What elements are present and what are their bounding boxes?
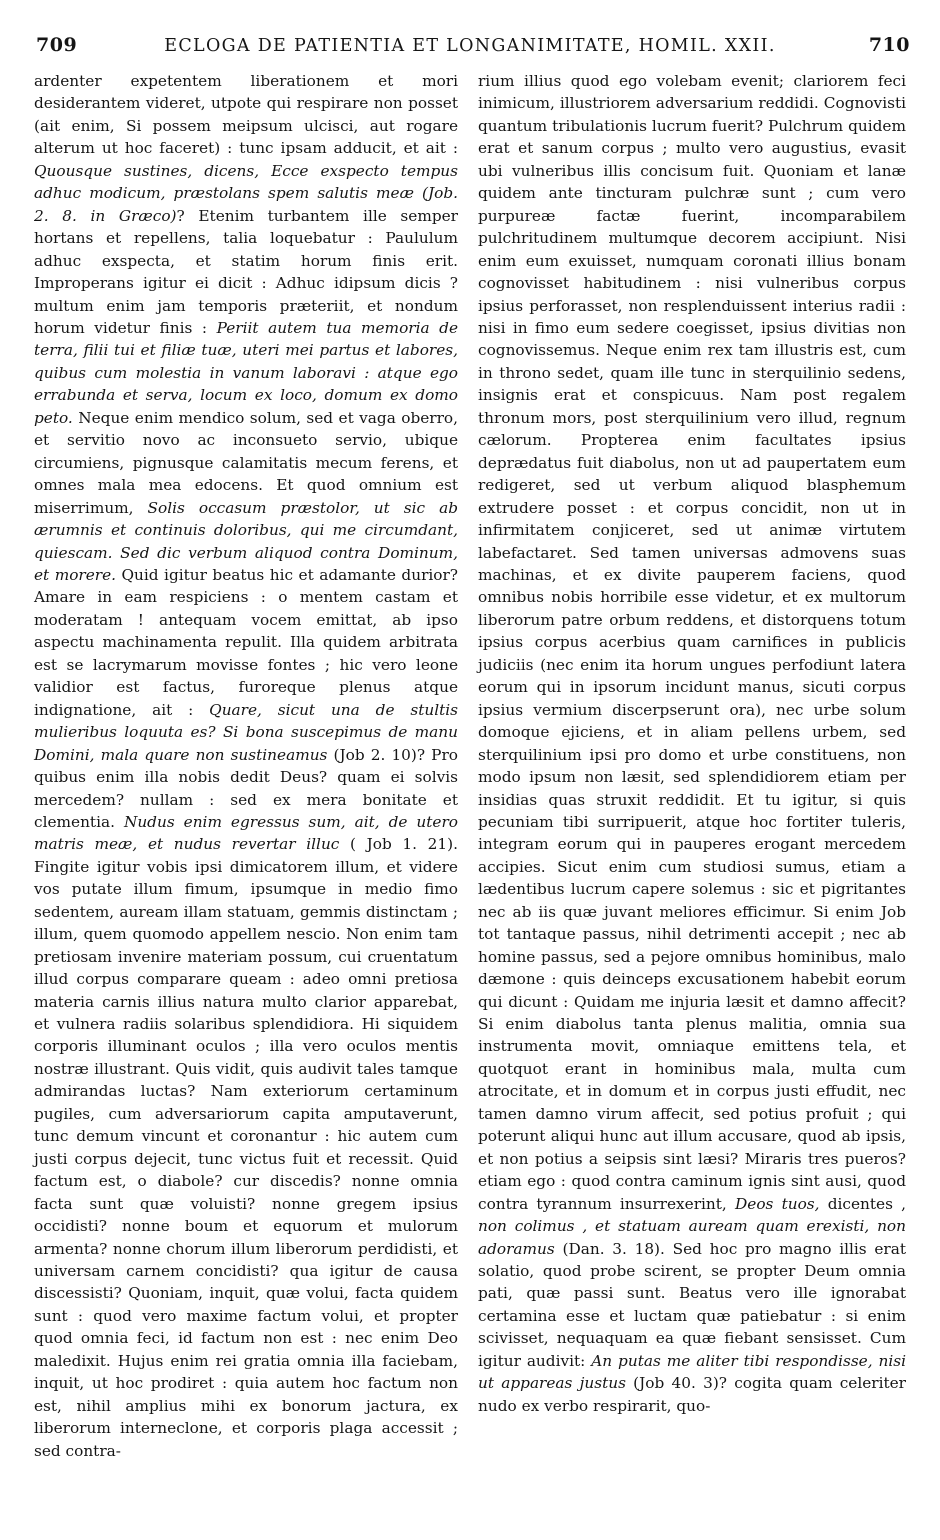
text-column-right (478, 70, 906, 1417)
page-number-right: 710 (868, 34, 910, 56)
text-run: ardenter expetentem liberationem et mori desiderantem videret, utpote qui respirare non posset (ait enim, Si possem meipsum ulcisci, aut rogare alterum ut hoc faceret) : tunc ipsam adducit, et ait : (34, 72, 458, 158)
italic-quotation: Deos tuos, (735, 1194, 820, 1213)
text-run: Quid igitur beatus hic et adamante durior? Amare in eam respiciens : o mentem castam et moderatam ! antequam vocem emittat, ab ipso aspectu machinamenta repulit. Illa quidem arbitrata est se lacrymarum movisse fontes ; hic vero leone validior est factus, furoreque plenus atque indignatione, ait : (34, 565, 458, 719)
italic-quotation: Periit autem tua memoria de terra, filii tui et filiæ tuæ, uteri mei partus et labores, quibus cum molestia in vanum laboravi : atque ego errabunda et serva, locum ex loco, domum ex domo peto. (34, 318, 459, 427)
italic-quotation: Quousque sustines, dicens, Ecce exspecto tempus adhuc modicum, præstolans spem salutis meæ (Job. 2. 8. in Græco) (34, 161, 458, 225)
text-run: ( Job 1. 21). Fingite igitur vobis ipsi dimicatorem illum, et videre vos putate illum fimum, ipsumque in medio fimo sedentem, auream illam statuam, gemmis distinctam ; illum, quem quomodo appellem nescio. Non enim tam pretiosam invenire materiam possum, cui cruentatum illud corpus comparare queam : adeo omni pretiosa materia carnis illius natura multo clarior apparebat, et vulnera radiis solaribus splendidiora. Hi siquidem corporis illuminant oculos ; illa vero oculos mentis nostræ illustrant. Quis vidit, quis audivit tales tamque admirandas luctas? Nam exteriorum certaminum pugiles, cum adversariorum capita amputaverunt, tunc demum vincunt et coronantur : hic autem cum justi corpus dejecit, tunc victus fuit et recessit. Quid factum est, o diabole? cur discedis? nonne omnia facta sunt quæ voluisti? nonne gregem ipsius occidisti? nonne boum et equorum et mulorum armenta? nonne chorum illum liberorum perdidisti, et universam carnem concidisti? qua igitur de causa discessisti? Quoniam, inquit, quæ volui, facta quidem sunt : quod vero maxime factum volui, et propter quod omnia feci, id factum non est : nec enim Deo maledixit. Hujus enim rei gratia omnia illa faciebam, inquit, ut hoc prodiret : quia autem hoc factum non est, nihil amplius mihi ex bonorum jactura, ex liberorum interneclone, et corporis plaga accessit ; sed contra- (34, 835, 458, 1460)
italic-quotation: Quare, sicut una de stultis mulieribus loquuta es? Si bona suscepimus de manu Domini, mala quare non sustineamus (34, 700, 458, 764)
column-paragraph (478, 70, 906, 1417)
page-number-left: 709 (36, 34, 78, 56)
text-run: Neque enim mendico solum, sed et vaga oberro, et servitio novo ac inconsueto servio, ubique circumiens, pignusque calamitatis mecum ferens, et omnes mala mea edocens. Et quod omnium est miserrimum, (34, 408, 458, 517)
text-column-left (34, 70, 458, 1462)
running-title: ECLOGA DE PATIENTIA ET LONGANIMITATE, HOMIL. XXII. (164, 36, 776, 56)
italic-quotation: non colimus , et statuam auream quam erexisti, non adoramus (478, 1217, 906, 1258)
text-run: dicentes , (819, 1194, 907, 1213)
running-header (30, 34, 910, 60)
text-run: ? Etenim turbantem ille semper hortans et repellens, talia loquebatur : Paululum adhuc exspecta, et statim horum finis erit. Improperans igitur ei dicit : Adhuc idipsum dicis ? multum enim jam temporis præteriit, et nondum horum videtur finis : (34, 206, 458, 337)
italic-quotation: Nudus enim egressus sum, ait, de utero matris meæ, et nudus revertar illuc (34, 812, 458, 854)
text-run: (Job 40. 3)? cogita quam celeriter nudo ex verbo respirarit, quo- (478, 1374, 906, 1415)
text-run: (Job 2. 10)? Pro quibus enim illa nobis dedit Deus? quam ei solvis mercedem? nullam : sed ex mera bonitate et clementia. (34, 745, 458, 831)
text-run: (Dan. 3. 18). Sed hoc pro magno illis erat solatio, quod probe scirent, se propter Deum omnia pati, quæ passi sunt. Beatus vero ille ignorabat certamina esse et luctam quæ patiebatur : si enim scivisset, nequaquam ea quæ fiebant sensisset. Cum igitur audivit: (478, 1239, 906, 1370)
text-run: rium illius quod ego volebam evenit; clariorem feci inimicum, illustriorem adversarium reddidi. Cognovisti quantum tribulationis lucrum fuerit? Pulchrum quidem erat et sanum corpus ; multo vero augustius, evasit ubi vulneribus illis concisum fuit. Quoniam et lanæ quidem ante tincturam pulchræ sunt ; cum vero purpureæ factæ fuerint, incomparabilem pulchritudinem multumque decorem accipiunt. Nisi enim eum exuisset, numquam coronati illius bonam cognovisset habitudinem : nisi vulneribus corpus ipsius perforasset, non resplenduissent interius radii : nisi in fimo eum sedere coegisset, ipsius divitias non cognovissemus. Neque enim rex tam illustris est, cum in throno sedet, quam ille tunc in sterquilinio sedens, insignis erat et conspicuus. Nam post regalem thronum mors, post sterquilinium vero illud, regnum cælorum. Propterea enim facultates ipsius deprædatus fuit diabolus, non ut ad paupertatem eum redigeret, sed ut verbum aliquod blasphemum extrudere posset : et corpus concidit, non ut in infirmitatem conjiceret, sed ut animæ virtutem labefactaret. Sed tamen universas admovens suas machinas, et ex divite pauperem faciens, quod omnibus nobis horribile esse videtur, et ex multorum liberorum patre orbum reddens, et distorquens totum ipsius corpus acerbius quam carnifices in publicis judiciis (nec enim ita horum ungues perfodiunt latera eorum qui in ipsorum incidunt manus, sicuti corpus ipsius vermium discerpserunt ora), nec urbe solum domoque ejiciens, et in aliam pellens urbem, sed sterquilinium ipsi pro domo et urbe constituens, non modo ipsum non læsit, sed splendidiorem etiam per insidias quas struxit reddidit. Et tu igitur, si quis pecuniam tibi surripuerit, atque hoc fortiter tuleris, integram eorum qui in pauperes erogant mercedem accipies. Sicut enim cum studiosi sumus, etiam a lædentibus lucrum capere solemus : sic et pigritantes nec ab iis quæ juvant meliores efficimur. Si enim Job tot tantaque passus, nihil detrimenti accepit ; nec ab homine passus, sed a pejore omnibus hominibus, malo dæmone : quis deinceps excusationem habebit eorum qui dicunt : Quidam me injuria læsit et damno affecit? Si enim diabolus tanta plenus malitia, omnia sua instrumenta movit, omniaque emittens tela, et quotquot erant in hominibus mala, multa cum atrocitate, et in domum et in corpus justi effudit, nec tamen damno virum affecit, sed potius profuit ; qui poterunt aliqui hunc aut illum accusare, quod ab ipsis, et non potius a seipsis sint læsi? Miraris tres pueros? etiam ego : quod contra caminum ignis sint ausi, quod contra tyrannum insurrexerint, (478, 72, 906, 1213)
column-paragraph (34, 70, 458, 1462)
italic-quotation: An putas me aliter tibi respondisse, nisi ut appareas justus (478, 1351, 906, 1393)
italic-quotation: Solis occasum præstolor, ut sic ab ærumnis et continuis doloribus, qui me circumdant, quiescam. Sed dic verbum aliquod contra Dominum, et morere. (34, 498, 459, 584)
